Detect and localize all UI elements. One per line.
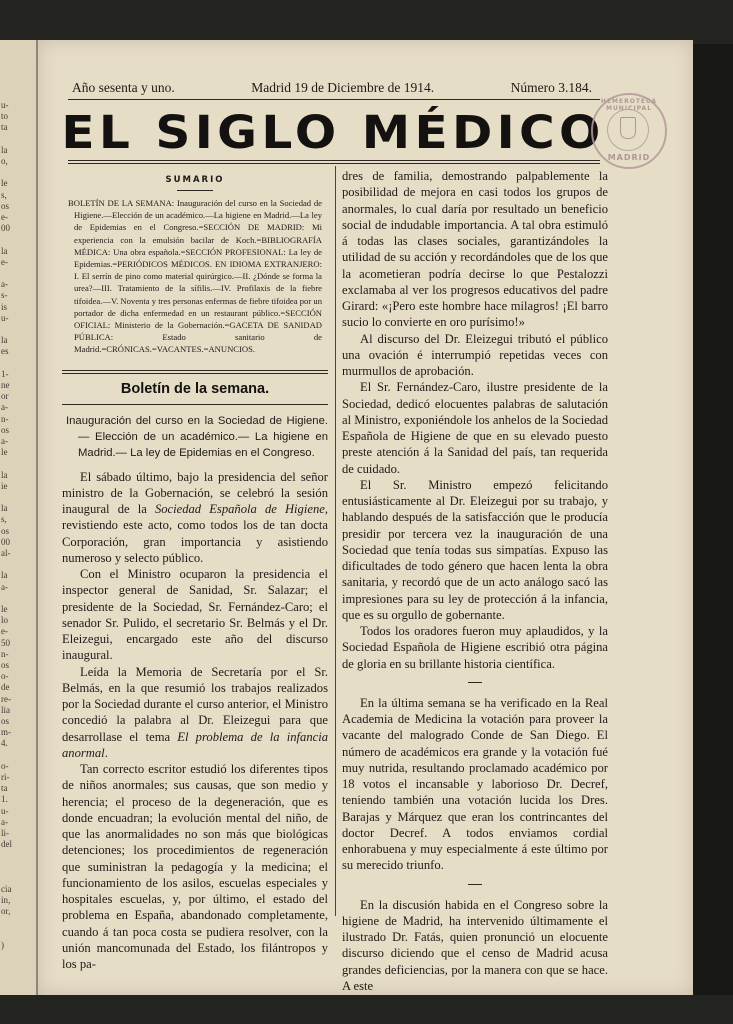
left-page-fragment: u- [1, 312, 9, 323]
left-page-fragment: o- [1, 671, 9, 682]
masthead-title: EL SIGLO MÉDICO [61, 106, 605, 159]
italic-topic-title: El problema de la infancia anormal [62, 729, 328, 760]
sumario-title: SUMARIO [165, 175, 225, 185]
left-page-fragment: to [1, 111, 9, 122]
section-rule-top [62, 370, 328, 371]
text-run: El sábado último, bajo la presidencia del señor ministro de la Gobernación, se celebró la sesión inaugural de la [62, 469, 328, 517]
paragraph: Tan correcto escritor estudió los diferentes tipos de niños anormales; sus causas, que son medio y herencia; el proceso de la degeneración, que es donde encuadran; la evolución mental del niño, de que las anormalidades no son más que biológicas detenciones; los procedimientos de regeneración que suministran la pedagogía y la medicina; el funcionamiento de los asilos, escuelas especiales y hospitales escuelas, y, por último, el estado del problema en España, abandonado completamente, cuando á tan poca costa se pudiera resolver, con la unión mancomunada del Estado, los filántropos y los pa- [62, 762, 328, 972]
stamp-top-text: HEMEROTECA MUNICIPAL [600, 98, 658, 112]
subheading: Inauguración del curso en la Sociedad de Higiene.— Elección de un académico.— La higiene en Madrid.— La ley de Epidemias en el Congreso. [66, 414, 328, 459]
left-page-fragment: 00 [1, 223, 10, 234]
left-page-fragment: es [1, 346, 9, 357]
left-page-fragment: n- [1, 413, 9, 424]
left-page-fragment: lia [1, 704, 10, 715]
left-page-fragment: a- [1, 402, 8, 413]
left-page-fragment: os [1, 424, 10, 435]
left-page-fragment: re- [1, 693, 11, 704]
left-page-fragment: os [1, 200, 10, 211]
left-page-fragment: e- [1, 212, 8, 222]
left-page-fragment: u- [1, 805, 9, 816]
left-page-fragment: 1- [1, 368, 9, 379]
left-page-fragment: del [1, 839, 12, 850]
separator [468, 884, 482, 885]
left-page-fragment: ri- [1, 772, 10, 782]
left-page-fragment: ta [1, 783, 8, 794]
left-page-fragment: cia [1, 884, 12, 894]
paragraph [62, 469, 328, 567]
left-page-fragment: li- [1, 828, 9, 838]
stamp-bottom-text: MADRID [607, 153, 651, 162]
italic-society-name: Sociedad Española de Higiene [154, 502, 325, 517]
masthead-rule-top [68, 160, 600, 161]
left-page-fragment: ) [1, 940, 4, 950]
left-page-fragment: in, [1, 895, 11, 906]
left-page-fragment: de [1, 682, 10, 693]
left-page-fragment: le [1, 178, 8, 189]
left-page-fragment: e- [1, 626, 8, 637]
library-stamp [591, 93, 667, 169]
left-page-fragment: 50 [1, 637, 10, 648]
section-heading: Boletín de la semana. [120, 380, 270, 397]
text-run: . [104, 745, 108, 760]
boletin-subheadings [66, 413, 328, 461]
left-page-fragment: la [1, 570, 8, 581]
left-page-fragment: os [1, 660, 10, 670]
issue-header [72, 80, 592, 96]
left-page-fragment: a- [1, 279, 8, 290]
left-page-fragment: 00 [1, 536, 10, 547]
left-page-fragment: s, [1, 514, 7, 525]
left-page-fragment: la [1, 245, 8, 256]
left-page-fragment: la [1, 503, 8, 514]
right-column [342, 168, 608, 994]
header-rule [68, 99, 600, 100]
left-page-fragment: le [1, 447, 8, 458]
paragraph: El Sr. Ministro empezó felicitando entusiásticamente al Dr. Eleizegui por su trabajo, y hablando después de la satisfacción que le producía presidir por tercera vez la inauguración de una Sociedad que tenía todas sus simpatías. Expuso las dificultades de todo género que hacen lenta la obra sanitaria, y recordó que de un acto análogo sacó las impresiones para su ley de protección á la infancia, que es su orgullo de gobernante. [342, 477, 608, 622]
separator [468, 682, 482, 683]
left-page-fragment: al- [1, 548, 11, 558]
sumario-rule [177, 190, 213, 191]
article-body-right [342, 168, 608, 994]
left-page-fragment: la [1, 469, 8, 480]
paragraph: Todos los oradores fueron muy aplaudidos, y la Sociedad Española de Higiene escribió otra página de gloria en su brillante historia científica. [342, 624, 608, 671]
shield-icon [620, 117, 636, 139]
issue-number: Número 3.184. [510, 80, 592, 95]
left-page-fragment: e- [1, 256, 8, 267]
masthead-rule-bottom [68, 163, 600, 164]
left-page-fragment: la [1, 144, 8, 155]
text-run: , revistiendo este acto, como todos los de tan docta Corporación, gran importancia y asistiendo numeroso y selecto público. [62, 502, 328, 565]
left-page-fragment: n- [1, 648, 9, 659]
left-page-fragment: ta [1, 122, 8, 133]
left-column [62, 168, 328, 972]
left-facing-page-edge [0, 40, 38, 995]
paragraph: Al discurso del Dr. Eleizegui tributó el público una ovación é interrumpió repetidas veces con murmullos de aprobación. [342, 331, 608, 378]
article-body-left [62, 469, 328, 973]
left-page-fragment: lo [1, 615, 9, 626]
left-page-fragment: os [1, 716, 10, 726]
left-page-fragment: or [1, 391, 9, 402]
column-divider [335, 166, 336, 916]
left-page-fragment: 4. [1, 738, 8, 749]
newspaper-page [38, 40, 693, 995]
left-page-fragment: a- [1, 816, 8, 827]
left-page-fragment: a- [1, 436, 8, 446]
left-page-fragment: o, [1, 156, 8, 166]
issue-year: Año sesenta y uno. [72, 80, 175, 95]
paragraph [62, 664, 328, 762]
paragraph: En la discusión habida en el Congreso sobre la higiene de Madrid, ha intervenido últimamente el ilustrado Dr. Fatás, quien pronunció un elocuente discurso diciendo que el censo de Madrid acusa grandes deficiencias, por la manera con que se hace. A este [342, 897, 608, 993]
page-shadow [693, 44, 733, 995]
left-page-fragment: a- [1, 581, 8, 592]
left-page-fragment: s- [1, 290, 8, 301]
left-page-fragment: or, [1, 906, 11, 917]
paragraph: Con el Ministro ocuparon la presidencia el inspector general de Sanidad, Sr. Salazar; el presidente de la Sociedad, Sr. Fernández-Caro; el senador Sr. Pulido, el secretario Sr. Belmás y el Dr. Eleizegui, encargado este año del discurso inaugural. [62, 567, 328, 663]
left-page-fragment: 1. [1, 794, 8, 805]
left-page-fragment: is [1, 301, 8, 312]
text-run: Leída la Memoria de Secretaría por el Sr. Belmás, en la que resumió los trabajos realizados por la Sociedad durante el curso anterior, el Ministro concedió la palabra al Dr. Eleizegui para que desarrollase el tema [62, 664, 328, 744]
section-rule-bottom [62, 404, 328, 405]
left-page-fragment: le [1, 604, 8, 614]
issue-date: Madrid 19 de Diciembre de 1914. [251, 80, 435, 95]
sumario-contents [68, 197, 322, 356]
left-page-fragment: s, [1, 189, 7, 200]
left-page-fragment: m- [1, 727, 11, 738]
paragraph: dres de familia, demostrando palpablemente la posibilidad de mejora en casi todos los grupos de anormales, lo cual daría por resultado un beneficio social de indudable importancia. A tal obra estimuló á todas las clases sociales, garantizándoles la utilidad de su acción y recordándoles que de los que la acometieran podría decirse lo que Pestalozzi exclamaba al ver los progresos educativos del padre Girard: «¡Pero este hombre hace milagros! ¡El barro sucio lo convierte en oro purísimo!» [342, 169, 608, 330]
left-page-fragment: u- [1, 100, 9, 110]
paragraph: El Sr. Fernández-Caro, ilustre presidente de la Sociedad, dedicó elocuentes palabras de salutación al Ministro, exponiéndole los anhelos de la Sociedad Española de Higiene de que en su elevado puesto preste atención á la Sanidad del país, tan requerida de cuidado. [342, 380, 608, 476]
left-page-fragment: ie [1, 480, 8, 491]
left-page-fragment: o- [1, 760, 9, 771]
left-page-fragment: ne [1, 380, 10, 390]
left-page-fragment: la [1, 335, 8, 346]
paragraph: En la última semana se ha verificado en la Real Academia de Medicina la votación para proveer la vacante del malogrado Conde de San Diego. El número de académicos era grande y la votación fué muy nutrida, resultando proclamado académico por 18 votos el incansable y laborioso Dr. Decref, teniendo también una votación lucida los Dres. Barajas y Márquez que eran los contrincantes del doctor Decref. A todos enviamos cordial enhorabuena y muy especialmente á este último por su merecido triunfo. [342, 695, 608, 873]
left-page-fragment: os [1, 525, 10, 536]
sumario-paragraph: BOLETÍN DE LA SEMANA: Inauguración del curso en la Sociedad de Higiene.—Elección de un académico.—La higiene en Madrid.—La ley de Epidemias en el Congreso.=SECCIÓN DE MADRID: Mi experiencia con la emulsión bacilar de Koch.=BIBLIOGRAFÍA MÉDICA: Una obra española.=SECCIÓN PROFESIONAL: La ley de Epidemias.=PERIÓDICOS MÉDICOS. EN IDIOMA EXTRANJERO: I. El serrín de pino como material quirúrgico.—II. ¿Dónde se forma la urea?—III. Tratamiento de la sífilis.—IV. Profilaxis de la fiebre tifoidea.—V. Noventa y tres personas enfermas de fiebre tifoidea por un portador de dicha enfermedad en un restaurant público.=SECCIÓN OFICIAL: Ministerio de la Gobernación.=GACETA DE SANIDAD PÚBLICA: Estado sanitario de Madrid.=CRÓNICAS.=VACANTES.=ANUNCIOS. [68, 198, 322, 355]
